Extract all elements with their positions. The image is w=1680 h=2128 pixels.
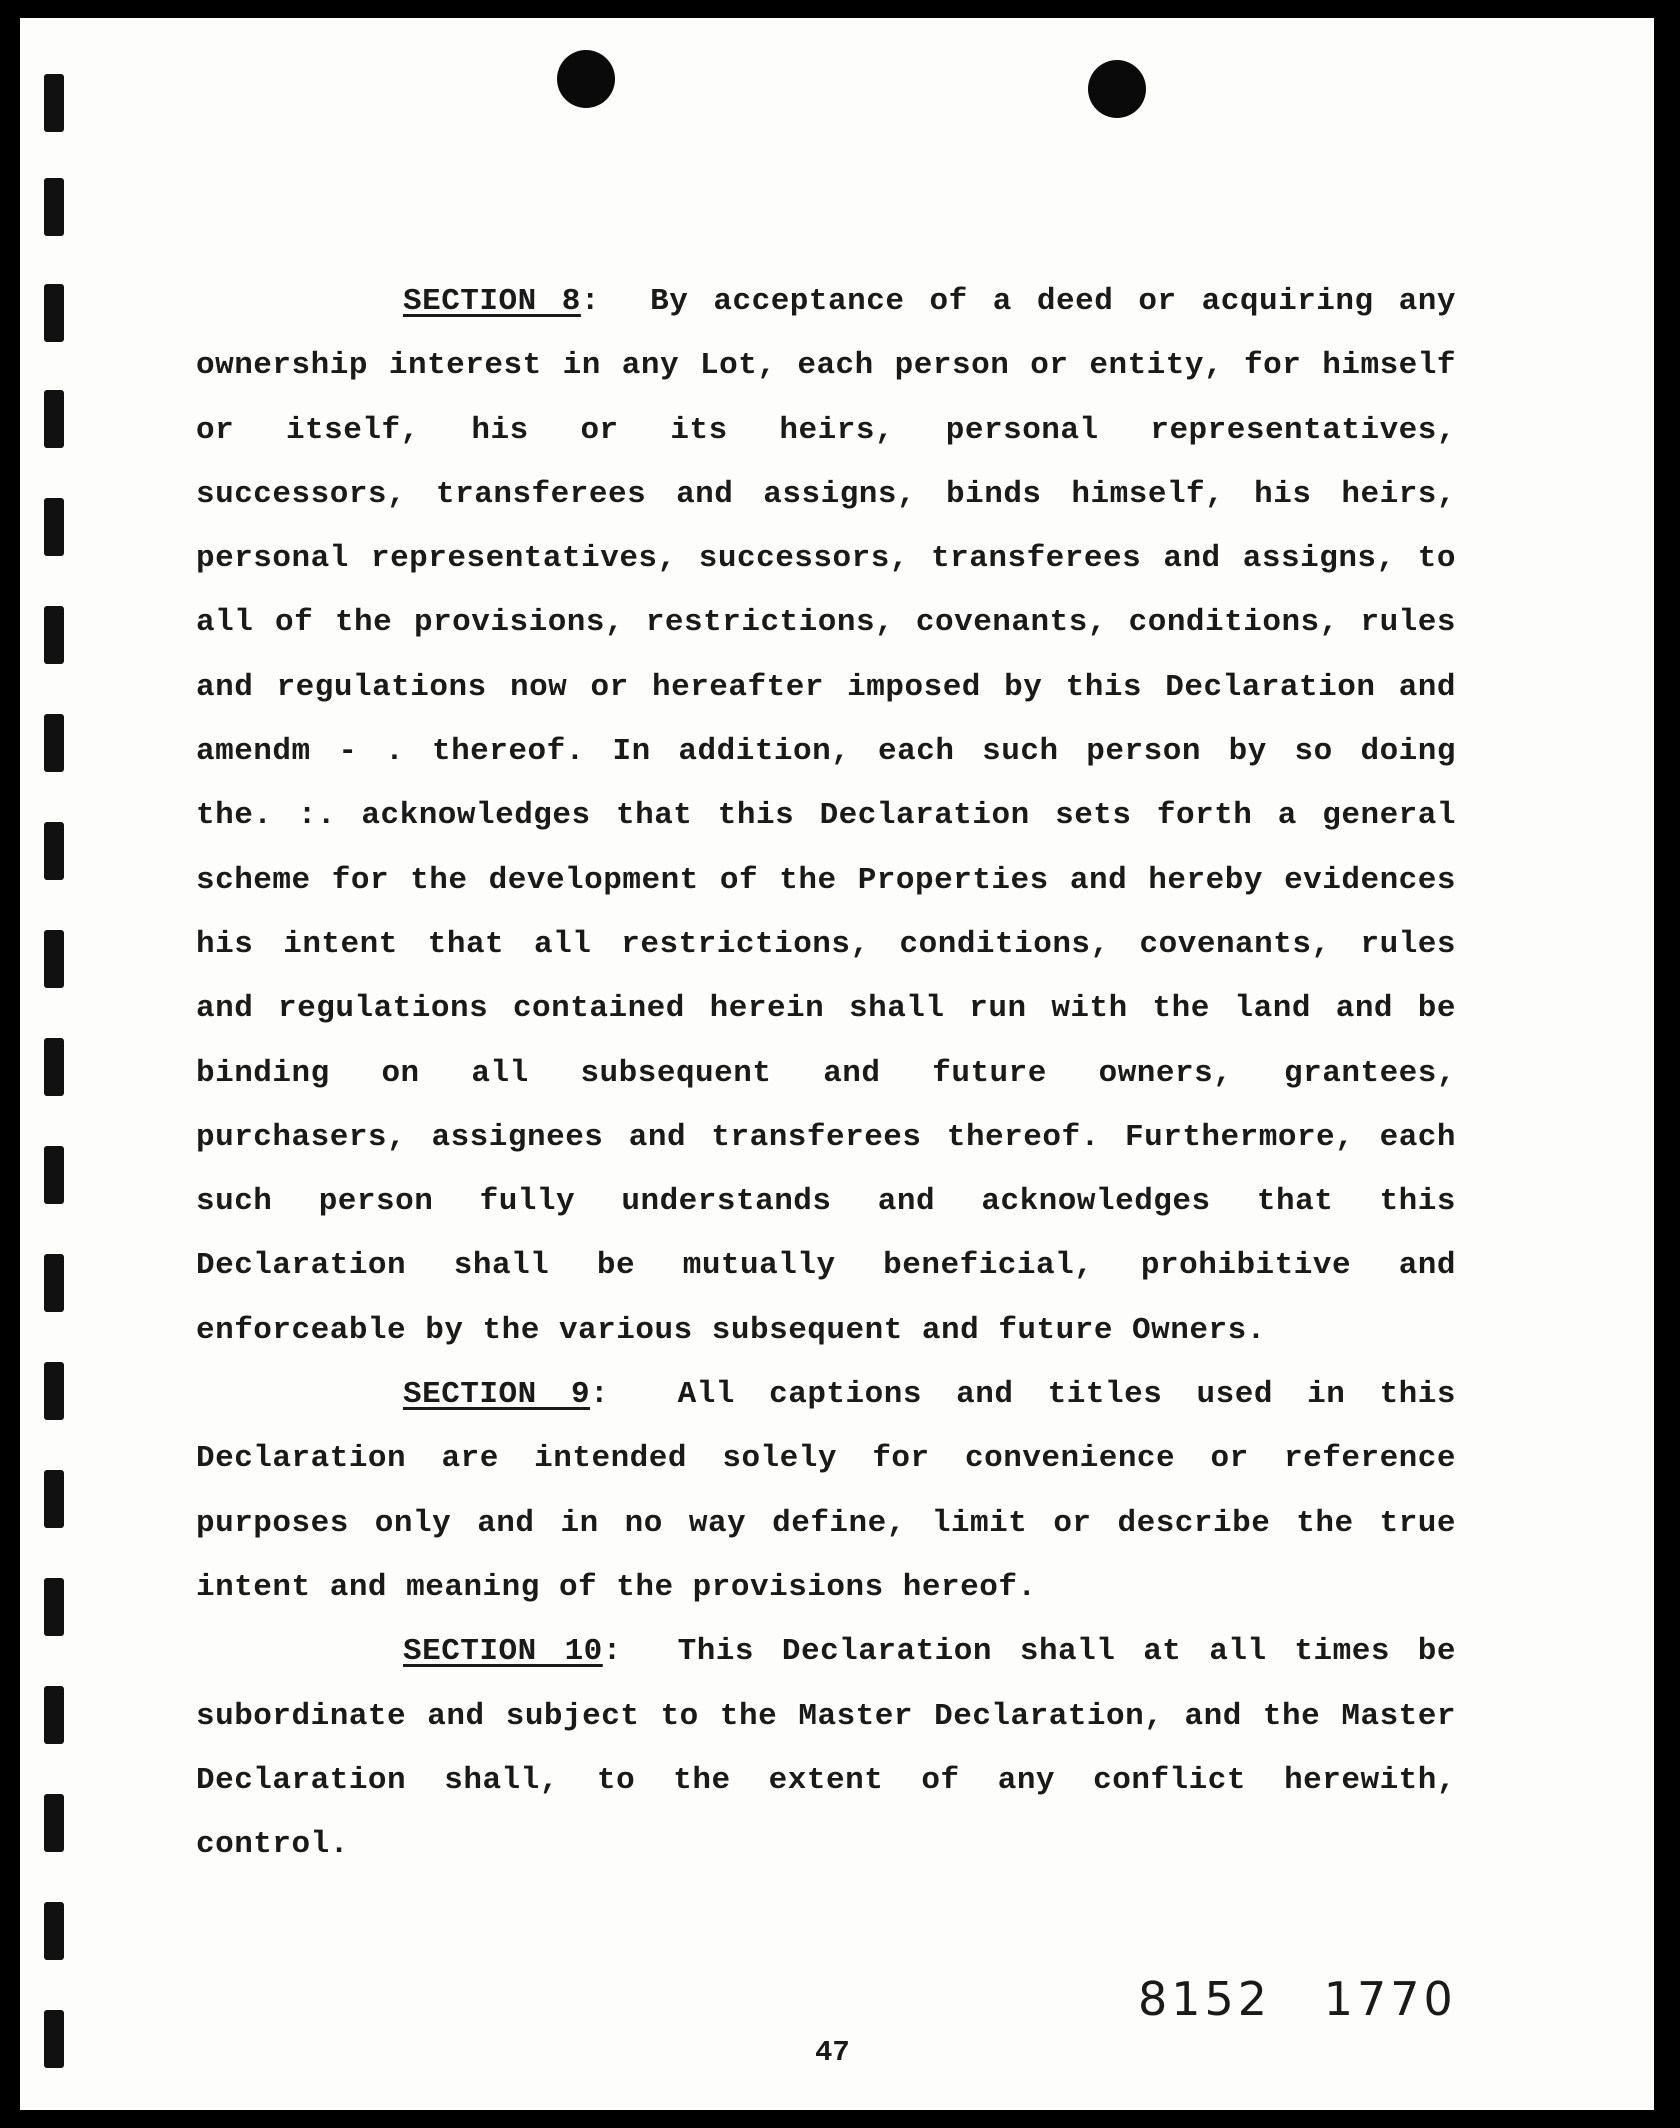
section-10-text: This Declaration shall at all times be subordinate and subject to the Master Declaration, and the Master Declaration shall, to the extent of any conflict herewith, control. (196, 1634, 1456, 1863)
edge-mark (44, 930, 64, 988)
section-8-heading: SECTION 8 (403, 284, 581, 319)
edge-mark (44, 1146, 64, 1204)
edge-mark (44, 390, 64, 448)
section-9-heading: SECTION 9 (403, 1377, 591, 1413)
edge-mark (44, 1362, 64, 1420)
edge-mark (44, 1038, 64, 1096)
edge-mark (44, 1254, 64, 1312)
section-10-heading: SECTION 10 (403, 1634, 603, 1670)
edge-mark (44, 606, 64, 664)
section-8-text: By acceptance of a deed or acquiring any ownership interest in any Lot, each person or entity, for himself or itself, his or its heirs, personal representatives, successors, transferees and assigns, binds himself, his heirs, personal representatives, successors, transferees and assigns, to all of the provisions, restrictions, covenants, conditions, rules and regulations now or hereafter imposed by this Declaration and amendm - . thereof. In addition, each such person by so doing the. :. acknowledges that this Declaration sets forth a general scheme for the development of the Properties and hereby evidences his intent that all restrictions, conditions, covenants, rules and regulations contained herein shall run with the land and be binding on all subsequent and future owners, grantees, purchasers, assignees and transferees thereof. Furthermore, each such person fully understands and acknowledges that this Declaration shall be mutually beneficial, prohibitive and enforceable by the various subsequent and future Owners. (196, 284, 1456, 1348)
edge-mark (44, 2010, 64, 2068)
edge-mark (44, 1578, 64, 1636)
edge-mark (44, 498, 64, 556)
punch-hole-left (557, 50, 615, 108)
document-page (20, 18, 1654, 2110)
section-8-paragraph: SECTION 8: By acceptance of a deed or acquiring any ownership interest in any Lot, each person or entity, for himself or itself, his or its heirs, personal representatives, successors, transferees and assigns, binds himself, his heirs, personal representatives, successors, transferees and assigns, to all of the provisions, restrictions, covenants, conditions, rules and regulations now or hereafter imposed by this Declaration and amendm - . thereof. In addition, each such person by so doing the. :. acknowledges that this Declaration sets forth a general scheme for the development of the Properties and hereby evidences his intent that all restrictions, conditions, covenants, rules and regulations contained herein shall run with the land and be binding on all subsequent and future owners, grantees, purchasers, assignees and transferees thereof. Furthermore, each such person fully understands and acknowledges that this Declaration shall be mutually beneficial, prohibitive and enforceable by the various subsequent and future Owners. (196, 284, 1456, 1348)
section-9-text: All captions and titles used in this Declaration are intended solely for convenience or reference purposes only and in no way define, limit or describe the true intent and meaning of the provisions hereof. (196, 1377, 1456, 1605)
edge-mark (44, 74, 64, 132)
edge-mark (44, 1902, 64, 1960)
section-9-paragraph: SECTION 9: All captions and titles used in this Declaration are intended solely for convenience or reference purposes only and in no way define, limit or describe the true intent and meaning of the provisions hereof. (196, 1377, 1456, 1605)
edge-mark (44, 284, 64, 342)
declaration-body (196, 270, 1456, 1877)
edge-mark (44, 822, 64, 880)
recording-stamp: 8152 1770 (1138, 1972, 1457, 2026)
edge-mark (44, 1470, 64, 1528)
binding-edge-marks (20, 18, 80, 2110)
punch-hole-right (1088, 60, 1146, 118)
page-number: 47 (815, 2036, 850, 2069)
edge-mark (44, 178, 64, 236)
edge-mark (44, 1686, 64, 1744)
edge-mark (44, 1794, 64, 1852)
section-10-paragraph: SECTION 10: This Declaration shall at all times be subordinate and subject to the Master Declaration, and the Master Declaration shall, to the extent of any conflict herewith, control. (196, 1634, 1456, 1863)
edge-mark (44, 714, 64, 772)
